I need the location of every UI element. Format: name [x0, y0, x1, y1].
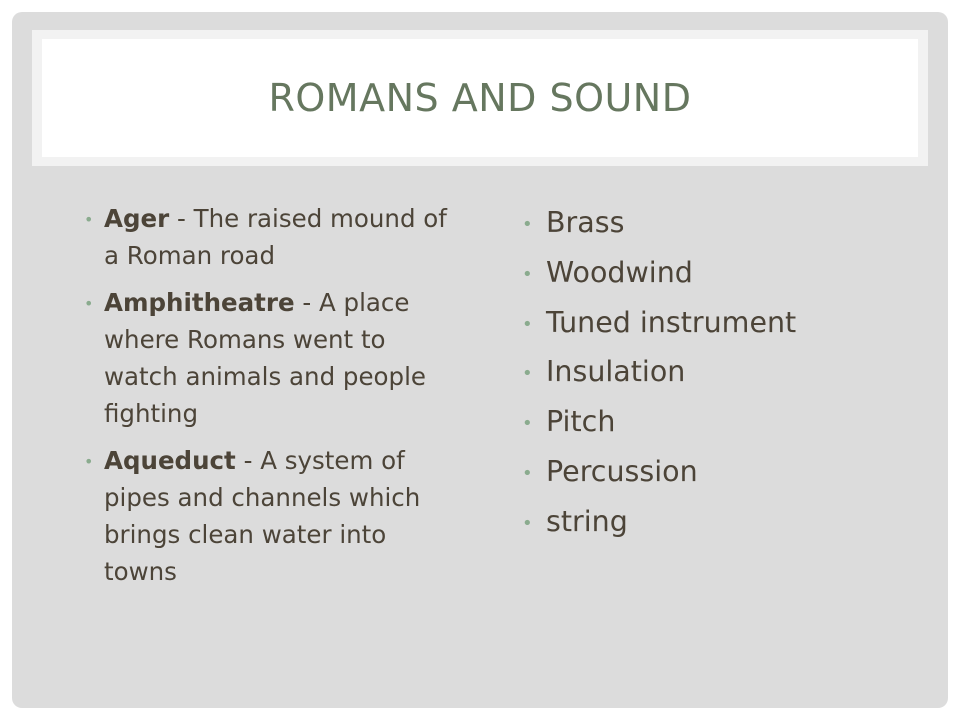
title-frame	[32, 30, 928, 166]
list-item	[522, 298, 922, 348]
list-item	[84, 200, 462, 274]
definition: - The raised mound of a Roman road	[104, 204, 447, 270]
list-item	[522, 347, 922, 397]
title-box	[42, 39, 918, 157]
bullet-icon: •	[522, 214, 533, 235]
list-item	[522, 447, 922, 497]
list-item	[84, 442, 462, 590]
bullet-icon: •	[522, 462, 533, 484]
bullet-icon: •	[522, 413, 533, 435]
bullet-icon: •	[522, 263, 533, 285]
list-item	[522, 497, 922, 547]
term: Aqueduct	[104, 446, 236, 475]
term: Ager	[104, 204, 170, 233]
list-item	[84, 284, 462, 432]
bullet-icon: •	[84, 210, 94, 229]
definition: - A system of pipes and channels which brings clean water into towns	[104, 446, 421, 586]
term: Amphitheatre	[104, 288, 295, 317]
bullet-icon: •	[522, 363, 533, 385]
vocabulary-list	[84, 200, 462, 600]
bullet-icon: •	[84, 294, 94, 313]
definition: - A place where Romans went to watch animals and people fighting	[104, 288, 426, 428]
topic-label: Woodwind	[546, 255, 693, 289]
topic-label: Percussion	[546, 454, 698, 488]
topic-label: Brass	[546, 206, 625, 239]
list-item	[522, 248, 922, 298]
slide-title: ROMANS AND SOUND	[268, 76, 692, 120]
slide	[12, 12, 948, 708]
bullet-icon: •	[84, 452, 94, 471]
list-item	[522, 397, 922, 447]
bullet-icon: •	[522, 512, 533, 534]
topic-label: Tuned instrument	[546, 305, 797, 339]
topic-label: string	[546, 504, 628, 538]
sound-topics-list	[522, 198, 922, 547]
topic-label: Pitch	[546, 405, 616, 439]
list-item	[522, 198, 922, 248]
bullet-icon: •	[522, 313, 533, 335]
topic-label: Insulation	[546, 355, 686, 389]
